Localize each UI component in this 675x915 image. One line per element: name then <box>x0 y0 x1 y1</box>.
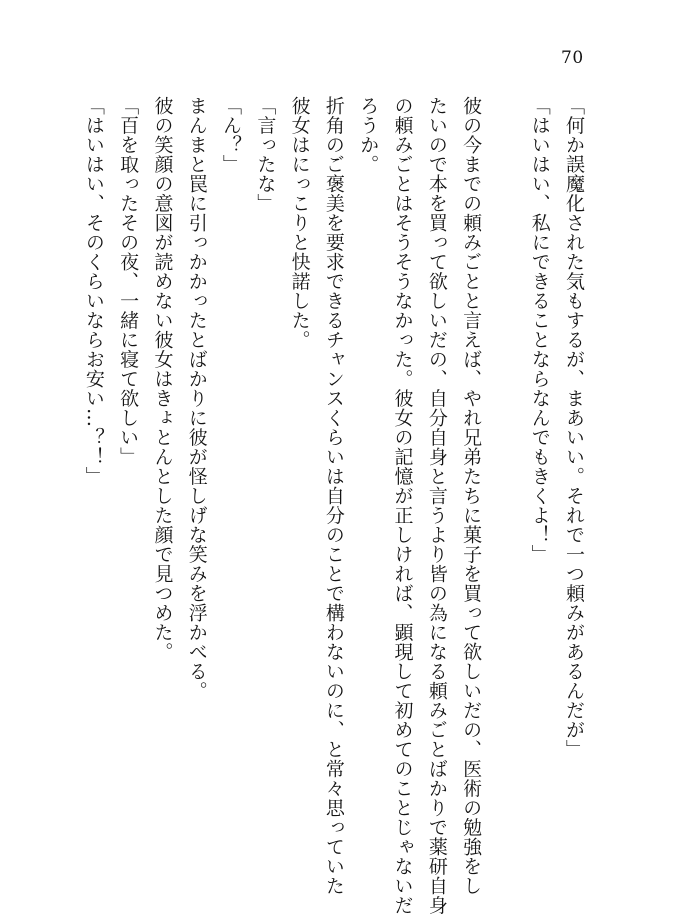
text-line: 「ん？」 <box>220 96 243 174</box>
text-line: 「何か誤魔化された気もするが、まあいい。それで一つ頼みがあるんだが」 <box>563 96 585 759</box>
text-line: の頼みごとはそうそうなかった。彼女の記憶が正しければ、顕現して初めてのことじゃないだ <box>391 96 414 915</box>
page-number: 70 <box>561 48 584 68</box>
text-line: 折角のご褒美を要求できるチャンスくらいは自分のことで構わないのに、と常々思っていた <box>322 96 345 896</box>
text-line: 「百を取ったその夜、一緒に寝て欲しい」 <box>117 96 140 467</box>
blank-line <box>488 96 522 876</box>
body-text <box>77 96 591 915</box>
text-line: 「はいはい、私にできることならなんでもきくよ！」 <box>528 96 551 564</box>
text-line: ろうか。 <box>357 96 380 174</box>
text-line: 「言ったな」 <box>254 96 277 213</box>
text-line: 彼の今までの頼みごとと言えば、やれ兄弟たちに菓子を買って欲しいだの、医術の勉強をし <box>460 96 483 896</box>
text-line: 彼女はにっこりと快諾した。 <box>288 96 311 350</box>
text-line: たいので本を買って欲しいだの、自分自身と言うより皆の為になる頼みごとばかりで薬研自身 <box>425 96 448 915</box>
text-line: まんまと罠に引っかかったとばかりに彼が怪しげな笑みを浮かべる。 <box>185 96 208 701</box>
text-line: 「はいはい、そのくらいならお安い…？！」 <box>82 96 105 486</box>
text-line: 彼の笑顔の意図が読めない彼女はきょとんとした顔で見つめた。 <box>151 96 174 662</box>
